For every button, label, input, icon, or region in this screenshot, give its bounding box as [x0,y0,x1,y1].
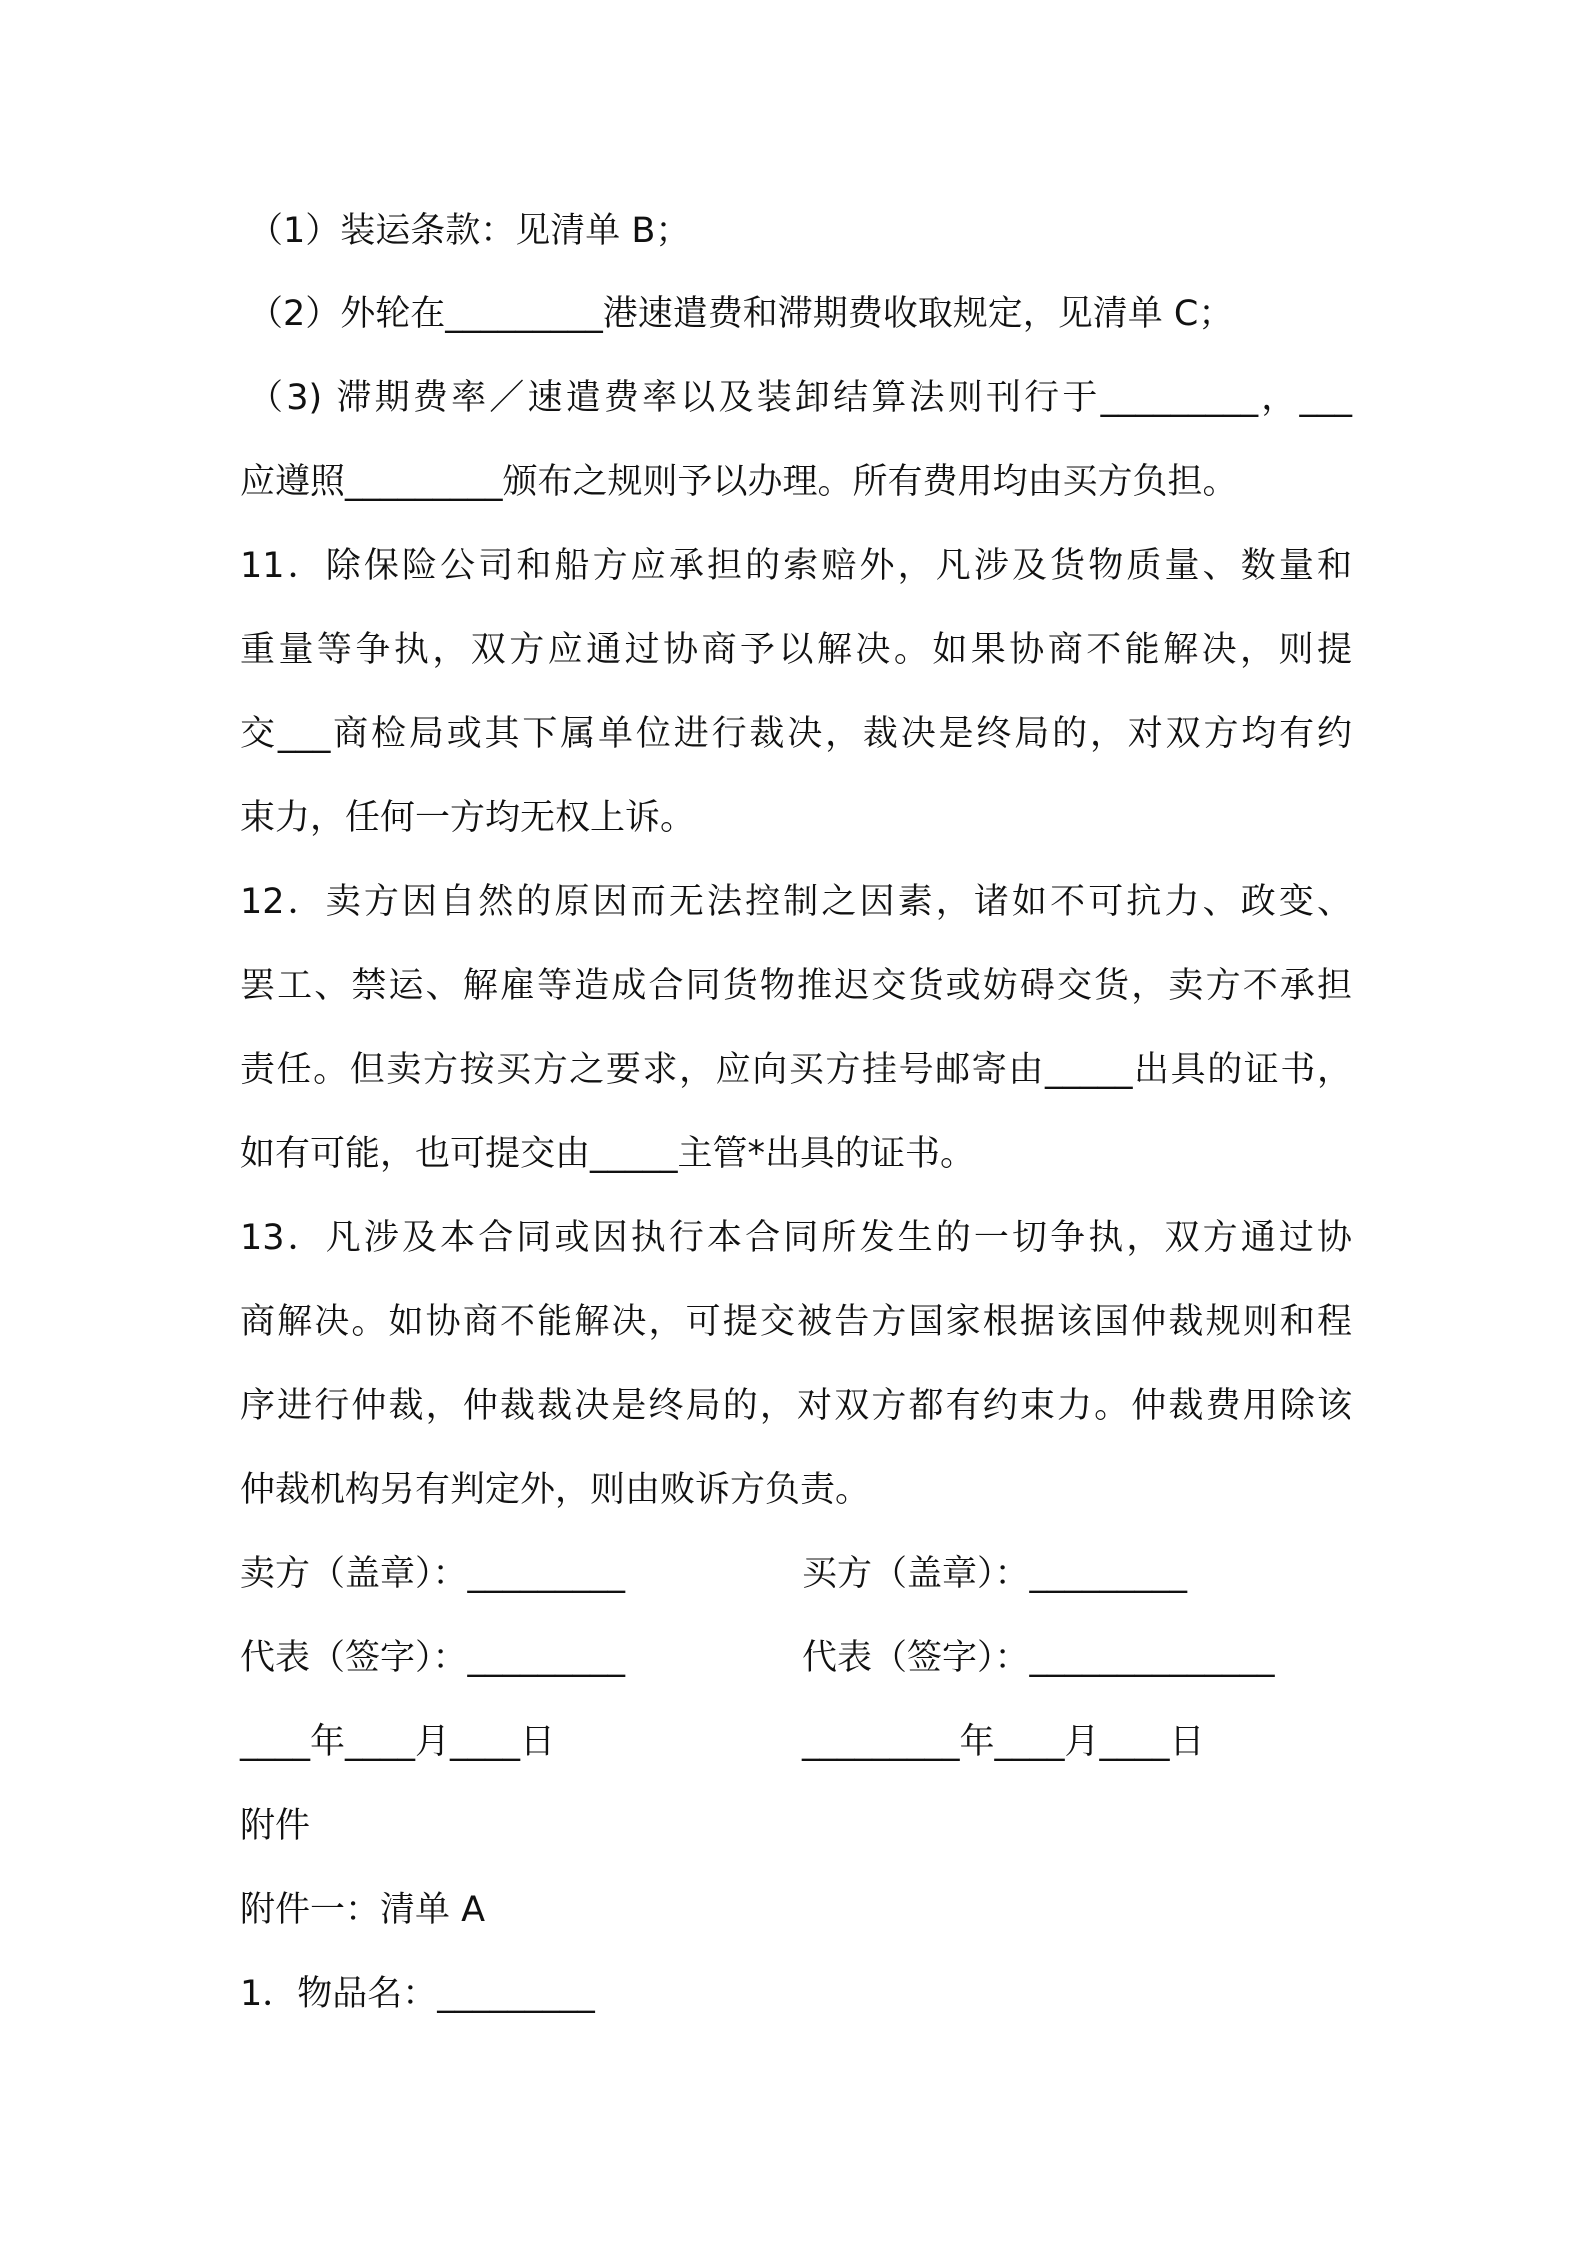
clause-11-line-3: 交___商检局或其下属单位进行裁决，裁决是终局的，对双方均有约 [240,714,1352,754]
clause-11-line-4: 束力，任何一方均无权上诉。 [240,798,696,838]
clause-10-item-1: （1）装运条款：见清单 B； [248,211,691,251]
attachment-heading: 附件 [240,1806,311,1846]
clause-12-line-2: 罢工、禁运、解雇等造成合同货物推迟交货或妨碍交货，卖方不承担 [240,966,1352,1006]
clause-12-line-1: 12．卖方因自然的原因而无法控制之因素，诸如不可抗力、政变、 [240,882,1352,922]
seller-seal-field: 卖方（盖章）：_________ [240,1554,626,1594]
clause-11-line-1: 11．除保险公司和船方应承担的索赔外，凡涉及货物质量、数量和 [240,546,1352,586]
clause-13-line-1: 13．凡涉及本合同或因执行本合同所发生的一切争执，双方通过协 [240,1218,1352,1258]
buyer-representative-field: 代表（签字）：______________ [802,1638,1275,1678]
clause-10-item-3-cont: 应遵照_________颁布之规则予以办理。所有费用均由买方负担。 [240,462,1238,502]
attachment-list-a-title: 附件一：清单 A [240,1890,486,1930]
seller-representative-field: 代表（签字）：_________ [240,1638,626,1678]
clause-13-line-2: 商解决。如协商不能解决，可提交被告方国家根据该国仲裁规则和程 [240,1302,1352,1342]
clause-11-line-2: 重量等争执，双方应通过协商予以解决。如果协商不能解决，则提 [240,630,1352,670]
buyer-date-field: _________年____月____日 [802,1722,1205,1762]
seller-date-field: ____年____月____日 [240,1722,556,1762]
clause-12-line-4: 如有可能，也可提交由_____主管*出具的证书。 [240,1134,976,1174]
clause-10-item-3: （3) 滞期费率／速遣费率以及装卸结算法则刊行于_________，___ [248,378,1352,418]
clause-13-line-4: 仲裁机构另有判定外，则由败诉方负责。 [240,1470,871,1510]
clause-10-item-2: （2）外轮在_________港速遣费和滞期费收取规定，见清单 C； [248,294,1234,334]
buyer-seal-field: 买方（盖章）：_________ [802,1554,1188,1594]
clause-12-line-3: 责任。但卖方按买方之要求，应向买方挂号邮寄由_____出具的证书， [240,1050,1352,1090]
clause-13-line-3: 序进行仲裁，仲裁裁决是终局的，对双方都有约束力。仲裁费用除该 [240,1386,1352,1426]
attachment-item-name: 1．物品名：_________ [240,1974,595,2014]
